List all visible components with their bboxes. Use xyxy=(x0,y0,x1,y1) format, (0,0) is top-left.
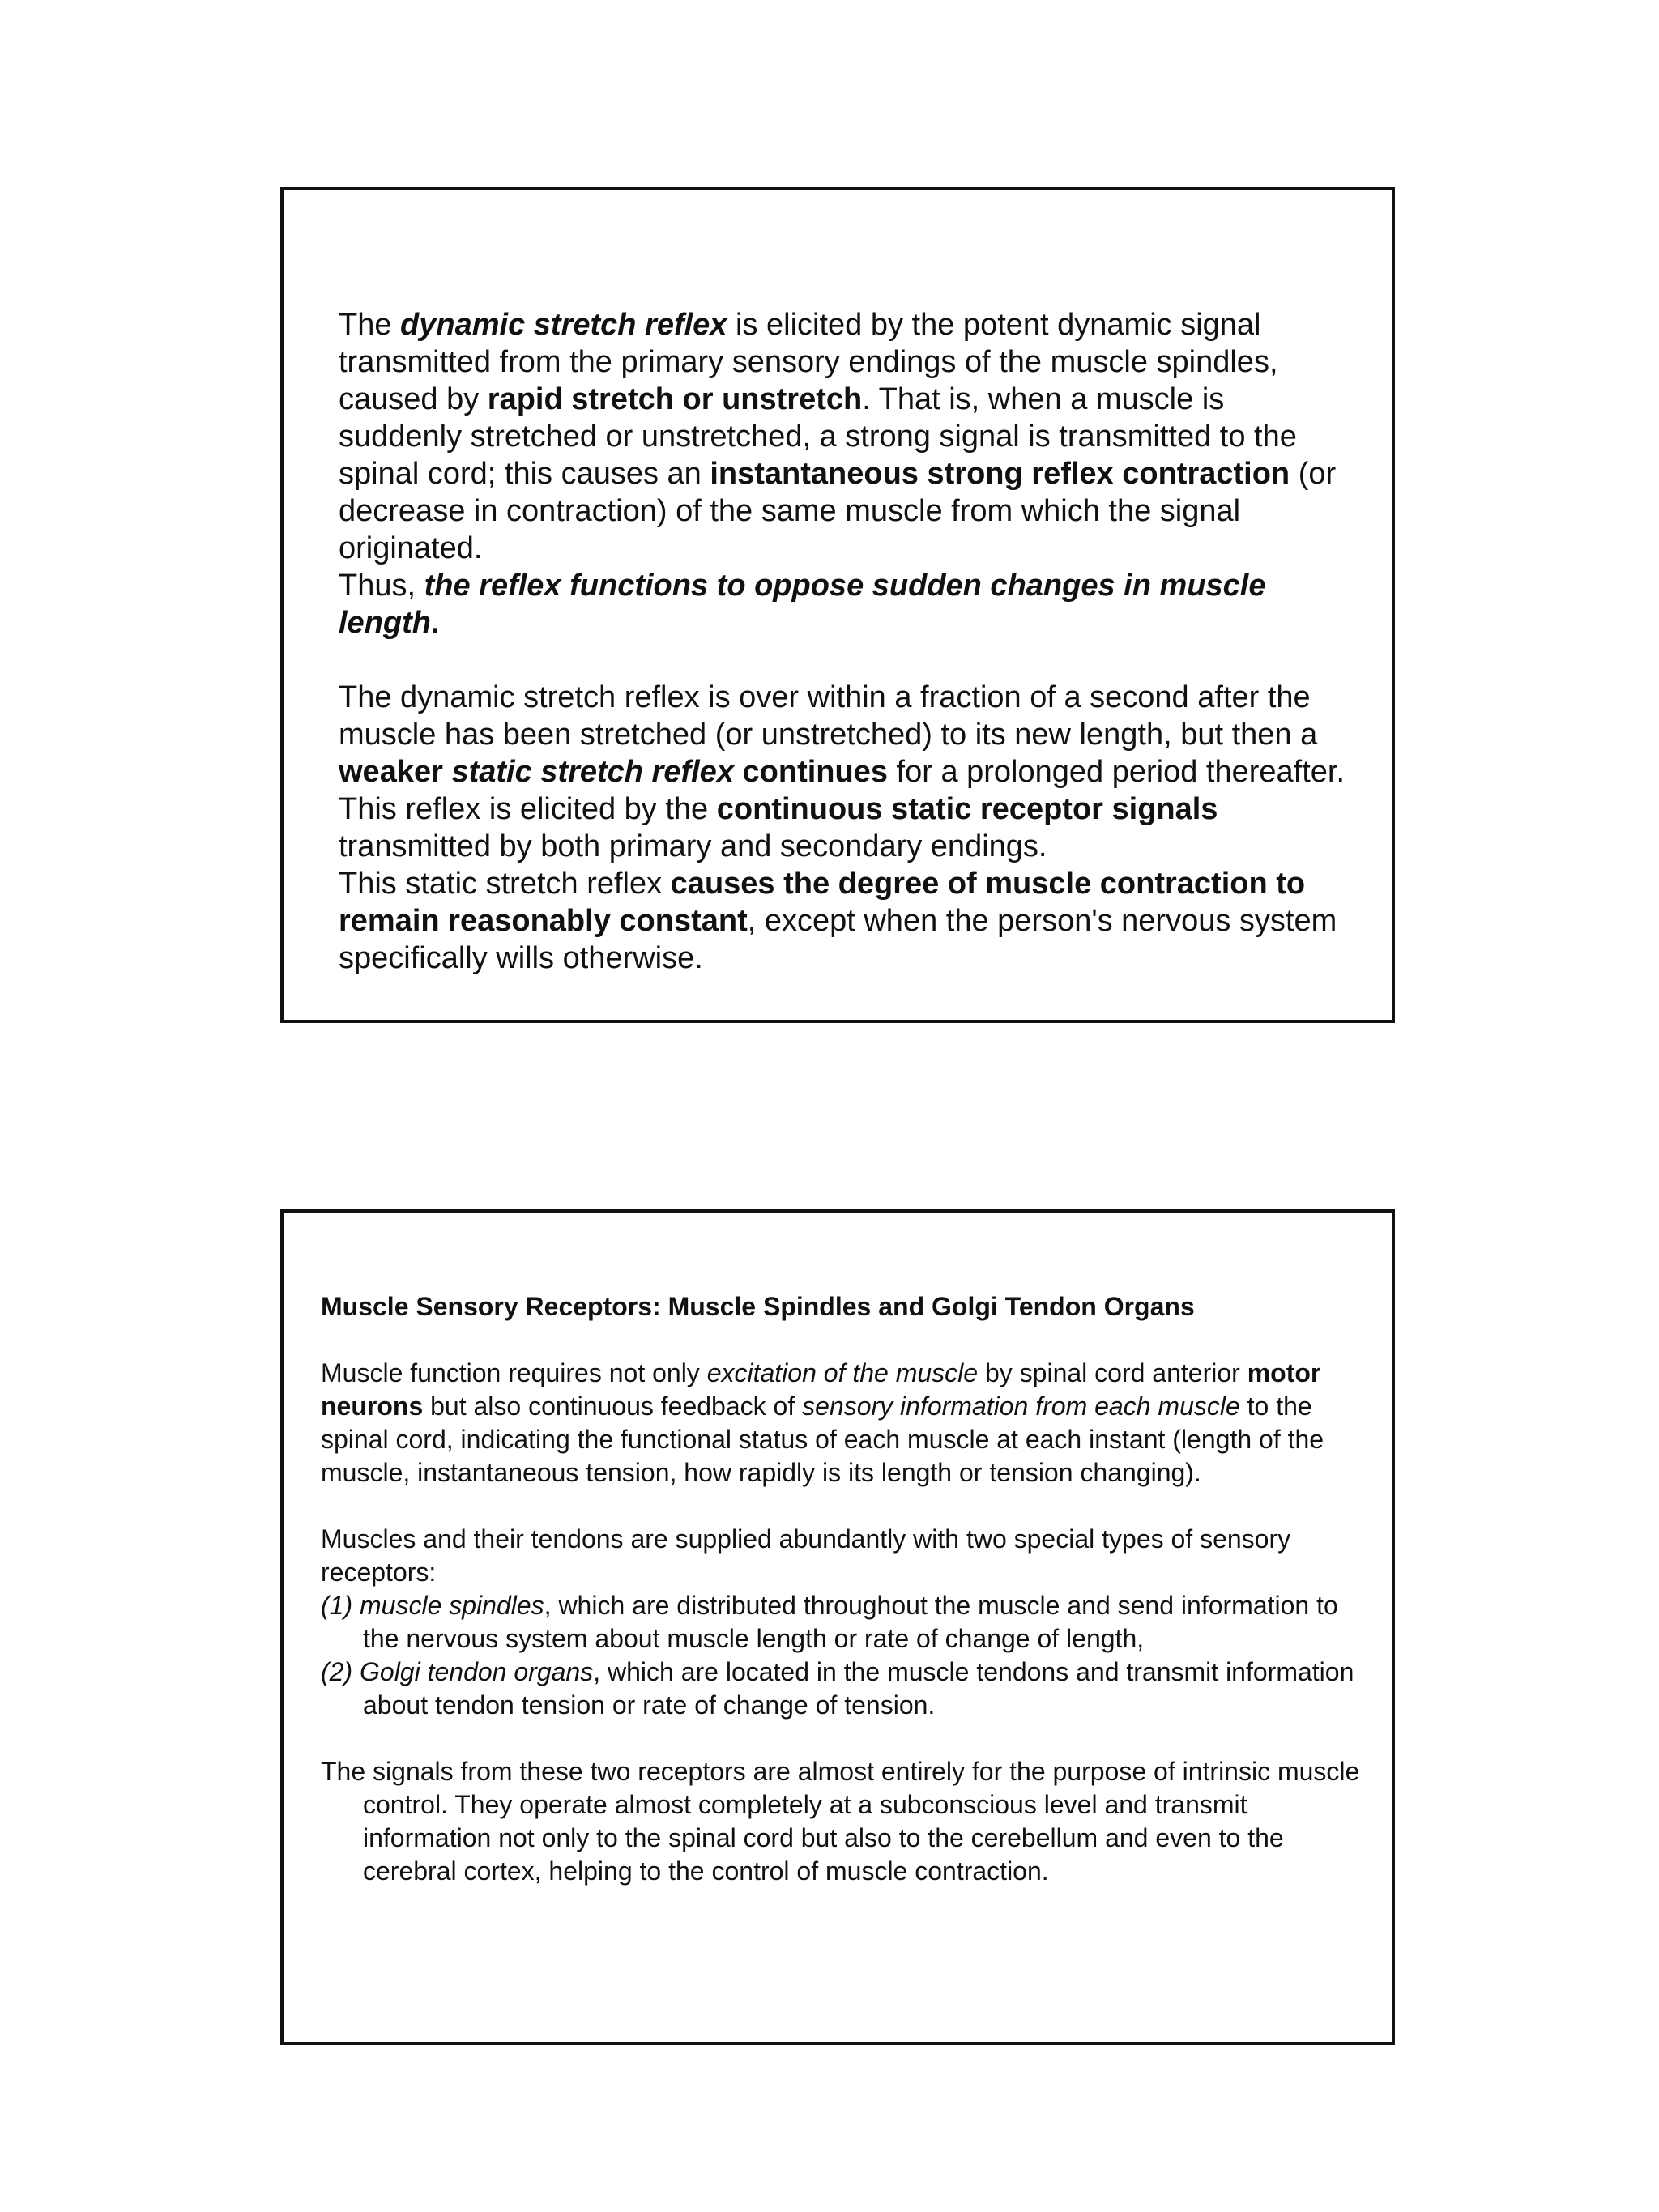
paragraph-receptor-signals: The signals from these two receptors are almost entirely for the purpose of intrinsic muscle control. They operate almost completely at a subconscious level and transmit information not only to the spinal cord but also to the cerebellum and even to the cerebral cortex, helping to the control of muscle contraction. xyxy=(321,1757,1360,1886)
bold-term: instantaneous strong reflex contraction xyxy=(710,457,1290,491)
paragraph-muscle-function xyxy=(321,1357,1374,1490)
list-item-golgi-tendon-organs xyxy=(321,1656,1374,1722)
text-run: . xyxy=(430,606,440,640)
bold-term: motor neurons xyxy=(321,1358,1321,1421)
bold-term: causes the degree of muscle contraction to remain reasonably constant xyxy=(339,867,1306,938)
text-run: Thus, xyxy=(339,569,424,603)
slide-dynamic-stretch-reflex xyxy=(280,187,1395,1023)
bold-term: continuous static receptor signals xyxy=(716,792,1218,826)
slide-title: Muscle Sensory Receptors: Muscle Spindles and Golgi Tendon Organs xyxy=(321,1292,1195,1321)
paragraph-static-reflex xyxy=(339,679,1351,865)
text-run: The dynamic stretch reflex is over within a fraction of a second after the muscle has been stretched (or unstretched) to its new length, but then a xyxy=(339,680,1318,752)
text-run: . That is, when a muscle is suddenly stretched or unstretched, a strong signal is transmitted to the spinal cord; this causes an xyxy=(339,382,1297,491)
bold-term: rapid stretch or unstretch xyxy=(487,382,863,416)
text-run: Muscle function requires not only xyxy=(321,1358,707,1387)
bold-term: continues xyxy=(733,755,888,789)
text-run: is elicited by the potent dynamic signal transmitted from the primary sensory endings of the muscle spindles, caused by xyxy=(339,308,1278,416)
text-run: The xyxy=(339,308,401,342)
paragraph-dynamic-reflex xyxy=(339,306,1351,567)
text-run: This static stretch reflex xyxy=(339,867,671,901)
emphasis-term: dynamic stretch reflex xyxy=(400,308,727,342)
paragraph-spacer xyxy=(339,641,1351,679)
italic-term: sensory information from each muscle xyxy=(802,1392,1240,1421)
text-run: , which are distributed throughout the muscle and send information to the nervous system about muscle length or rate of change of length, xyxy=(363,1591,1338,1653)
text-run: by spinal cord anterior xyxy=(978,1358,1247,1387)
paragraph-receptor-intro: Muscles and their tendons are supplied abundantly with two special types of sensory receptors: xyxy=(321,1524,1291,1587)
slide-2-body xyxy=(321,1290,1374,1888)
text-run: for a prolonged period thereafter. This reflex is elicited by the xyxy=(339,755,1346,826)
paragraph-static-constant xyxy=(339,865,1351,977)
list-item-muscle-spindles xyxy=(321,1589,1374,1656)
paragraph-reflex-function xyxy=(339,567,1351,641)
text-run: transmitted by both primary and secondary endings. xyxy=(339,829,1047,863)
italic-term: (2) Golgi tendon organs xyxy=(321,1657,594,1686)
italic-term: (1) muscle spindles xyxy=(321,1591,544,1620)
text-run: to the spinal cord, indicating the functional status of each muscle at each instant (length of the muscle, instantaneous tension, how rapidly is its length or tension changing). xyxy=(321,1392,1324,1487)
emphasis-term: the reflex functions to oppose sudden changes in muscle length xyxy=(339,569,1266,640)
slide-muscle-sensory-receptors xyxy=(280,1209,1395,2045)
slide-1-body xyxy=(339,306,1351,977)
text-run: but also continuous feedback of xyxy=(423,1392,803,1421)
italic-term: excitation of the muscle xyxy=(706,1358,979,1387)
text-run: , which are located in the muscle tendons and transmit information about tendon tension or rate of change of tension. xyxy=(363,1657,1354,1720)
text-run: (or decrease in contraction) of the same muscle from which the signal originated. xyxy=(339,457,1337,565)
bold-term: weaker xyxy=(339,755,452,789)
emphasis-term: static stretch reflex xyxy=(451,755,734,789)
text-run: , except when the person's nervous system specifically wills otherwise. xyxy=(339,904,1337,975)
